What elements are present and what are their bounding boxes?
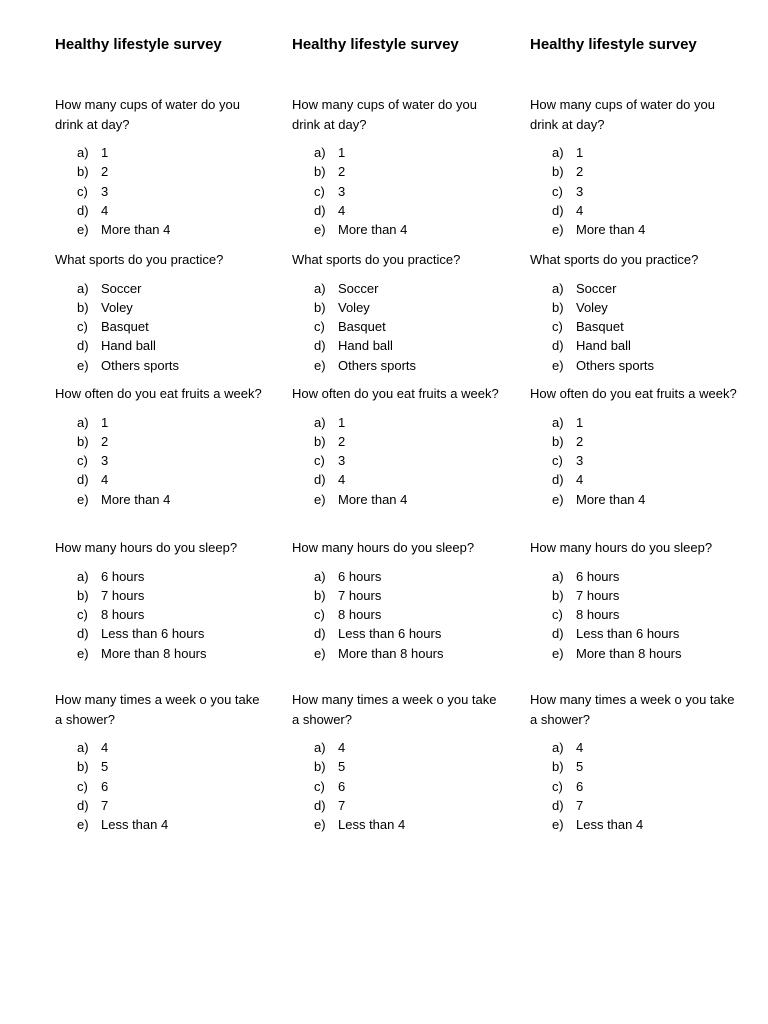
option-letter: d) (77, 472, 89, 488)
option-text: 8 hours (101, 607, 145, 623)
survey-question (55, 95, 270, 239)
option-text: 4 (101, 472, 109, 488)
answer-option (292, 490, 507, 509)
answer-option (292, 317, 507, 336)
answer-option (55, 451, 270, 470)
answer-option (292, 182, 507, 201)
survey-column (55, 35, 270, 833)
option-letter: b) (552, 299, 564, 315)
question-text: What sports do you practice? (530, 252, 699, 267)
option-letter: e) (314, 817, 326, 833)
option-text: 1 (338, 414, 346, 430)
option-letter: a) (314, 145, 326, 160)
option-letter: b) (77, 759, 89, 775)
answer-options (55, 143, 270, 239)
option-text: Basquet (576, 319, 624, 335)
answer-option (530, 624, 745, 643)
answer-options (292, 413, 507, 509)
answer-option (292, 336, 507, 355)
option-text: 4 (101, 740, 109, 755)
option-letter: e) (552, 222, 564, 238)
option-letter: d) (552, 797, 564, 813)
answer-option (55, 470, 270, 489)
option-text: 3 (338, 183, 346, 199)
option-letter: b) (552, 759, 564, 775)
answer-option (530, 356, 745, 375)
option-text: More than 8 hours (101, 645, 207, 661)
question-text: How many cups of water do you drink at day? (530, 97, 715, 132)
option-text: 7 hours (101, 587, 145, 603)
option-text: More than 4 (338, 222, 408, 238)
option-text: 8 hours (338, 607, 382, 623)
answer-options (55, 279, 270, 375)
option-text: 3 (576, 183, 584, 199)
option-letter: b) (552, 164, 564, 180)
answer-option (55, 143, 270, 162)
answer-option (55, 356, 270, 375)
answer-option (55, 624, 270, 643)
option-text: More than 4 (576, 222, 646, 238)
option-letter: c) (552, 319, 563, 335)
option-text: 4 (338, 740, 346, 755)
option-letter: d) (314, 797, 326, 813)
survey-title: Healthy lifestyle survey (55, 36, 222, 53)
answer-option (530, 162, 745, 181)
answer-options (530, 143, 745, 239)
option-letter: c) (77, 453, 88, 469)
option-text: 7 hours (338, 587, 382, 603)
survey-question (55, 250, 270, 375)
question-text: How often do you eat fruits a week? (55, 386, 262, 401)
option-text: Voley (101, 299, 133, 315)
option-text: 5 (101, 759, 109, 775)
option-letter: d) (314, 202, 326, 218)
answer-option (55, 738, 270, 757)
answer-option (292, 777, 507, 796)
option-text: 2 (576, 164, 584, 180)
option-text: Hand ball (338, 338, 393, 354)
option-text: 4 (576, 202, 584, 218)
answer-option (292, 605, 507, 624)
option-text: Others sports (338, 357, 417, 373)
question-text: How many hours do you sleep? (55, 540, 238, 555)
option-letter: c) (77, 319, 88, 335)
answer-option (55, 201, 270, 220)
question-text: How many times a week o you take a shower? (55, 692, 260, 727)
survey-question (55, 384, 270, 509)
option-text: 4 (576, 740, 584, 755)
option-text: 3 (576, 453, 584, 469)
option-letter: a) (552, 740, 564, 755)
survey-question (55, 690, 270, 834)
question-text: What sports do you practice? (292, 252, 461, 267)
option-text: Basquet (101, 319, 149, 335)
answer-option (530, 777, 745, 796)
option-letter: c) (314, 778, 325, 794)
option-text: 1 (101, 145, 109, 160)
answer-option (530, 815, 745, 834)
answer-option (55, 586, 270, 605)
option-letter: e) (77, 645, 89, 661)
answer-option (55, 644, 270, 663)
option-text: 1 (338, 145, 346, 160)
answer-option (530, 738, 745, 757)
option-letter: d) (552, 626, 564, 642)
option-letter: d) (314, 338, 326, 354)
option-letter: c) (77, 778, 88, 794)
option-text: Others sports (576, 357, 655, 373)
option-text: 7 (576, 797, 584, 813)
option-text: 1 (576, 145, 584, 160)
option-letter: d) (314, 626, 326, 642)
option-text: 2 (101, 164, 109, 180)
answer-option (55, 162, 270, 181)
option-text: 4 (576, 472, 584, 488)
option-letter: e) (77, 817, 89, 833)
option-text: Soccer (576, 280, 617, 296)
option-text: 7 (338, 797, 346, 813)
option-text: 1 (576, 414, 584, 430)
option-text: 2 (338, 164, 346, 180)
answer-option (292, 815, 507, 834)
answer-option (292, 567, 507, 586)
option-text: 4 (338, 472, 346, 488)
option-letter: c) (552, 183, 563, 199)
survey-question (55, 538, 270, 663)
answer-options (530, 413, 745, 509)
answer-options (55, 738, 270, 834)
answer-option (292, 279, 507, 298)
option-letter: e) (552, 357, 564, 373)
answer-option (292, 298, 507, 317)
option-text: More than 4 (338, 491, 408, 507)
answer-option (530, 336, 745, 355)
answer-option (55, 220, 270, 239)
option-text: 6 (101, 778, 109, 794)
option-text: 3 (101, 183, 109, 199)
option-letter: d) (552, 338, 564, 354)
answer-option (292, 162, 507, 181)
answer-option (530, 605, 745, 624)
answer-option (55, 336, 270, 355)
answer-option (530, 567, 745, 586)
option-letter: c) (552, 607, 563, 623)
option-text: Soccer (338, 280, 379, 296)
option-text: 6 hours (338, 568, 382, 584)
answer-option (530, 644, 745, 663)
answer-option (55, 757, 270, 776)
question-text: How many hours do you sleep? (530, 540, 713, 555)
option-letter: d) (552, 202, 564, 218)
option-letter: d) (77, 338, 89, 354)
option-letter: e) (314, 222, 326, 238)
option-text: 6 (338, 778, 346, 794)
option-letter: c) (314, 453, 325, 469)
option-text: More than 8 hours (576, 645, 682, 661)
option-letter: b) (314, 164, 326, 180)
answer-option (292, 757, 507, 776)
answer-options (292, 143, 507, 239)
answer-option (530, 470, 745, 489)
survey-question (530, 384, 745, 509)
option-letter: b) (314, 587, 326, 603)
answer-option (55, 567, 270, 586)
option-text: 5 (338, 759, 346, 775)
option-text: More than 4 (576, 491, 646, 507)
answer-option (292, 796, 507, 815)
option-text: 4 (101, 202, 109, 218)
option-text: Less than 4 (338, 817, 406, 833)
option-text: 6 hours (576, 568, 620, 584)
answer-option (292, 624, 507, 643)
survey-question (530, 95, 745, 239)
option-letter: a) (552, 568, 564, 584)
answer-options (55, 413, 270, 509)
option-letter: c) (314, 183, 325, 199)
answer-option (530, 413, 745, 432)
option-letter: e) (314, 645, 326, 661)
option-letter: a) (77, 568, 89, 584)
answer-option (530, 279, 745, 298)
survey-question (292, 95, 507, 239)
answer-option (55, 413, 270, 432)
option-letter: d) (552, 472, 564, 488)
option-text: Soccer (101, 280, 142, 296)
survey-question (292, 250, 507, 375)
answer-option (55, 796, 270, 815)
option-letter: e) (314, 491, 326, 507)
answer-option (292, 143, 507, 162)
option-letter: e) (77, 357, 89, 373)
question-text: How many times a week o you take a shower? (530, 692, 735, 727)
option-letter: a) (314, 414, 326, 430)
answer-options (292, 279, 507, 375)
option-letter: d) (77, 626, 89, 642)
option-letter: c) (552, 778, 563, 794)
answer-option (55, 490, 270, 509)
option-text: Less than 4 (101, 817, 169, 833)
survey-question (530, 690, 745, 834)
option-letter: b) (77, 164, 89, 180)
survey-title: Healthy lifestyle survey (530, 36, 697, 53)
question-text: How many cups of water do you drink at day? (292, 97, 477, 132)
option-letter: c) (77, 183, 88, 199)
option-text: 7 (101, 797, 109, 813)
option-text: More than 8 hours (338, 645, 444, 661)
answer-option (292, 432, 507, 451)
option-text: Less than 6 hours (101, 626, 205, 642)
option-letter: e) (77, 222, 89, 238)
option-text: Others sports (101, 357, 180, 373)
answer-option (292, 356, 507, 375)
option-letter: e) (314, 357, 326, 373)
answer-options (55, 567, 270, 663)
option-letter: b) (314, 299, 326, 315)
option-letter: a) (77, 414, 89, 430)
answer-option (530, 317, 745, 336)
option-text: Hand ball (576, 338, 631, 354)
option-letter: c) (314, 607, 325, 623)
option-letter: d) (77, 202, 89, 218)
option-text: 4 (338, 202, 346, 218)
option-text: Voley (576, 299, 608, 315)
answer-option (292, 201, 507, 220)
answer-option (530, 451, 745, 470)
option-text: 7 hours (576, 587, 620, 603)
option-letter: c) (314, 319, 325, 335)
answer-option (530, 586, 745, 605)
option-letter: b) (314, 433, 326, 449)
answer-option (55, 777, 270, 796)
option-letter: b) (77, 299, 89, 315)
option-text: 2 (101, 433, 109, 449)
answer-option (292, 738, 507, 757)
option-text: More than 4 (101, 491, 171, 507)
option-letter: a) (77, 280, 89, 296)
option-letter: a) (77, 145, 89, 160)
option-text: 5 (576, 759, 584, 775)
answer-option (292, 644, 507, 663)
question-text: What sports do you practice? (55, 252, 224, 267)
option-letter: d) (314, 472, 326, 488)
survey-question (292, 690, 507, 834)
option-text: 3 (338, 453, 346, 469)
question-text: How many hours do you sleep? (292, 540, 475, 555)
answer-option (530, 796, 745, 815)
answer-option (55, 432, 270, 451)
option-letter: c) (77, 607, 88, 623)
option-letter: b) (552, 587, 564, 603)
option-letter: a) (552, 414, 564, 430)
option-text: Less than 6 hours (576, 626, 680, 642)
question-text: How often do you eat fruits a week? (530, 386, 737, 401)
option-letter: a) (552, 280, 564, 296)
survey-column (292, 35, 507, 833)
option-letter: b) (77, 433, 89, 449)
answer-option (530, 298, 745, 317)
option-text: 6 hours (101, 568, 145, 584)
option-text: 2 (576, 433, 584, 449)
answer-option (530, 757, 745, 776)
option-text: Less than 4 (576, 817, 644, 833)
option-letter: e) (552, 817, 564, 833)
answer-option (55, 605, 270, 624)
answer-options (292, 738, 507, 834)
option-text: 8 hours (576, 607, 620, 623)
option-text: 3 (101, 453, 109, 469)
option-letter: a) (77, 740, 89, 755)
option-text: Less than 6 hours (338, 626, 442, 642)
option-letter: e) (552, 645, 564, 661)
survey-question (530, 250, 745, 375)
answer-option (530, 220, 745, 239)
option-text: Hand ball (101, 338, 156, 354)
answer-options (292, 567, 507, 663)
answer-option (530, 490, 745, 509)
option-letter: b) (314, 759, 326, 775)
answer-option (55, 815, 270, 834)
option-text: 1 (101, 414, 109, 430)
option-text: More than 4 (101, 222, 171, 238)
answer-option (530, 201, 745, 220)
answer-option (530, 432, 745, 451)
answer-option (55, 317, 270, 336)
survey-question (530, 538, 745, 663)
answer-options (530, 279, 745, 375)
option-letter: b) (77, 587, 89, 603)
answer-option (292, 586, 507, 605)
answer-option (292, 413, 507, 432)
question-text: How often do you eat fruits a week? (292, 386, 499, 401)
survey-title: Healthy lifestyle survey (292, 36, 459, 53)
option-letter: a) (314, 280, 326, 296)
option-letter: c) (552, 453, 563, 469)
answer-option (55, 298, 270, 317)
answer-options (530, 567, 745, 663)
survey-column (530, 35, 745, 833)
option-text: 2 (338, 433, 346, 449)
answer-option (530, 143, 745, 162)
answer-options (530, 738, 745, 834)
option-letter: e) (77, 491, 89, 507)
option-text: Basquet (338, 319, 386, 335)
survey-question (292, 538, 507, 663)
option-text: 6 (576, 778, 584, 794)
option-letter: e) (552, 491, 564, 507)
option-letter: a) (314, 740, 326, 755)
answer-option (55, 182, 270, 201)
answer-option (530, 182, 745, 201)
option-letter: a) (314, 568, 326, 584)
answer-option (292, 470, 507, 489)
survey-question (292, 384, 507, 509)
answer-option (55, 279, 270, 298)
answer-option (292, 220, 507, 239)
option-letter: b) (552, 433, 564, 449)
question-text: How many cups of water do you drink at day? (55, 97, 240, 132)
option-letter: d) (77, 797, 89, 813)
question-text: How many times a week o you take a shower? (292, 692, 497, 727)
answer-option (292, 451, 507, 470)
option-text: Voley (338, 299, 370, 315)
option-letter: a) (552, 145, 564, 160)
